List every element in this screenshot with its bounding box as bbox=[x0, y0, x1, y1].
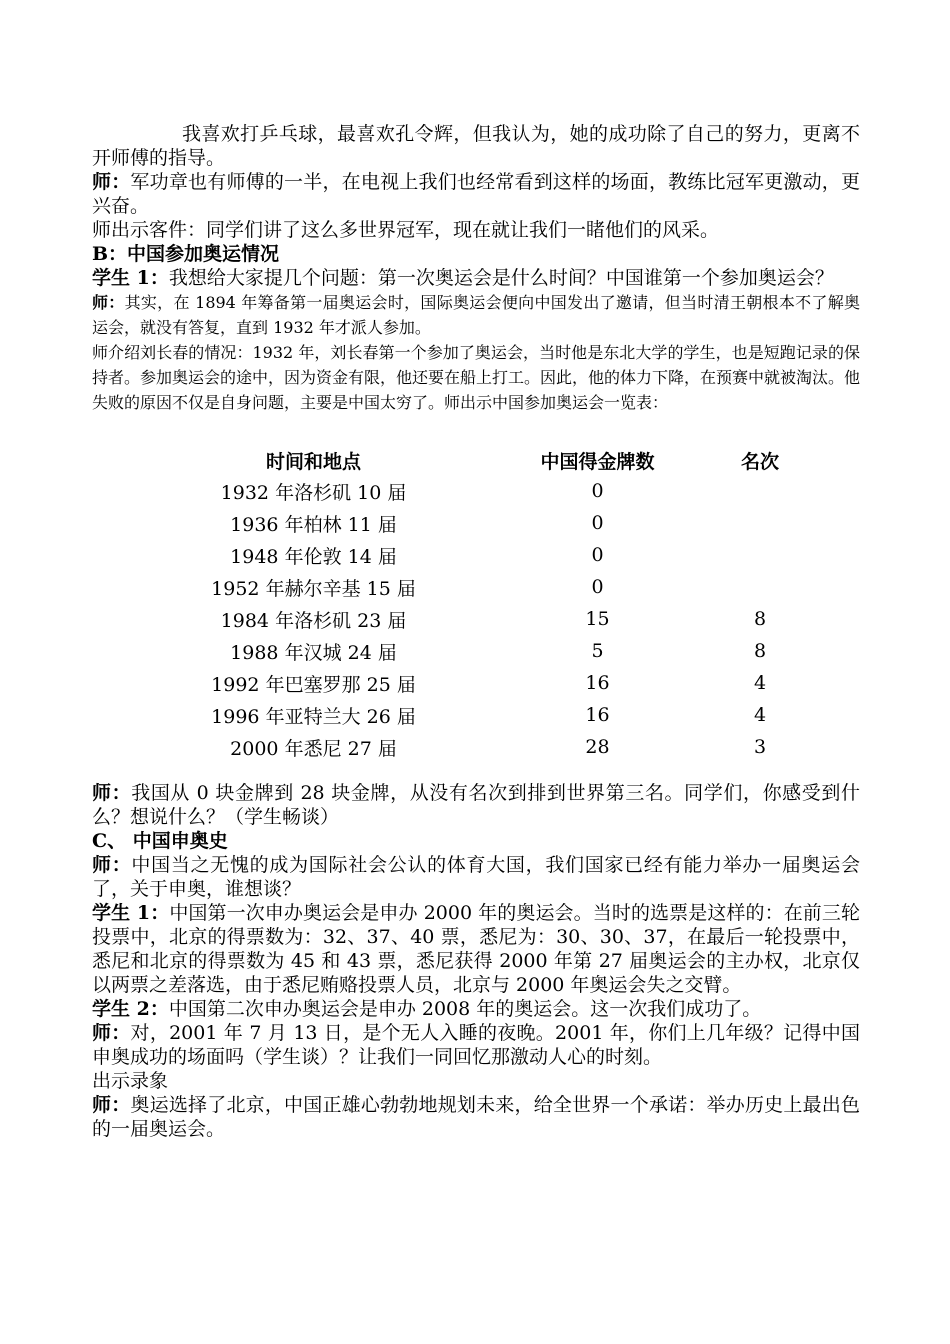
cell-rank bbox=[660, 507, 860, 539]
cell-rank bbox=[660, 475, 860, 507]
section-heading-c: C、 中国申奥史 bbox=[92, 830, 228, 852]
paragraph-text: 对，2001 年 7 月 13 日，是个无人入睡的夜晚。2001 年，你们上几年级？记得中国申奥成功的场面吗（学生谈）？让我们一同回忆那激动人心的时刻。 bbox=[92, 1022, 860, 1068]
document-page bbox=[92, 122, 860, 1141]
cell-gold-count: 0 bbox=[591, 512, 604, 534]
paragraph-teacher-2001 bbox=[92, 1021, 860, 1069]
paragraph-teacher-medal bbox=[92, 170, 860, 218]
cell-time-place: 1952 年赫尔辛基 15 届 bbox=[211, 577, 416, 600]
table-row bbox=[92, 475, 860, 507]
cell-time-place: 1996 年亚特兰大 26 届 bbox=[211, 705, 416, 728]
speaker-label: 学生 2： bbox=[92, 998, 169, 1020]
cell-rank: 3 bbox=[753, 736, 767, 758]
paragraph-text: 中国第二次申办奥运会是申办 2008 年的奥运会。这一次我们成功了。 bbox=[168, 998, 762, 1020]
paragraph-student-pingpong: 我喜欢打乒乓球，最喜欢孔令辉，但我认为，她的成功除了自己的努力，更离不开师傅的指导。 bbox=[92, 123, 860, 169]
paragraph-student2-bid2008 bbox=[92, 997, 860, 1021]
cell-gold-count: 0 bbox=[591, 480, 604, 502]
paragraph-teacher-bid bbox=[92, 853, 860, 901]
cell-gold-count: 28 bbox=[585, 736, 610, 758]
olympics-table bbox=[92, 445, 860, 763]
paragraph-liu-changchun: 师介绍刘长春的情况：1932 年，刘长春第一个参加了奥运会，当时他是东北大学的学生，也是短跑记录的保持者。参加奥运会的途中，因为资金有限，他还要在船上打工。因此，他的体力下降，在预赛中就被淘汰。他失败的原因不仅是自身问题，主要是中国太穷了。师出示中国参加奥运会一览表： bbox=[92, 343, 861, 412]
speaker-label: 师： bbox=[92, 171, 131, 193]
paragraph-text: 我想给大家提几个问题：第一次奥运会是什么时间？中国谁第一个参加奥运会？ bbox=[168, 267, 834, 289]
paragraph-text: 其实，在 1894 年筹备第一届奥运会时，国际奥运会便向中国发出了邀请，但当时清王朝根本不了解奥运会，就没有答复，直到 1932 年才派人参加。 bbox=[92, 293, 860, 337]
speaker-label: 师： bbox=[92, 854, 132, 876]
cell-time-place: 1936 年柏林 11 届 bbox=[230, 513, 397, 536]
speaker-label: 师： bbox=[92, 1022, 131, 1044]
paragraph-student1-bid2000 bbox=[92, 901, 860, 997]
table-row bbox=[92, 731, 860, 763]
cell-rank: 4 bbox=[753, 672, 767, 694]
table-header-row bbox=[92, 445, 860, 475]
section-heading-b: B：中国参加奥运情况 bbox=[92, 243, 280, 265]
cell-time-place: 1932 年洛杉矶 10 届 bbox=[220, 481, 407, 504]
cell-rank bbox=[660, 539, 860, 571]
cell-rank: 8 bbox=[753, 640, 767, 662]
paragraph-teacher-promise bbox=[92, 1093, 860, 1141]
cell-gold-count: 0 bbox=[591, 544, 604, 566]
header-rank: 名次 bbox=[740, 450, 779, 473]
speaker-label: 师： bbox=[92, 1094, 131, 1116]
cell-gold-count: 16 bbox=[585, 672, 610, 694]
cell-time-place: 1948 年伦敦 14 届 bbox=[230, 545, 397, 568]
paragraph-teacher-summary bbox=[92, 781, 860, 829]
table-row bbox=[92, 603, 860, 635]
table-row bbox=[92, 635, 860, 667]
header-gold-count: 中国得金牌数 bbox=[540, 450, 655, 473]
speaker-label: 学生 1： bbox=[92, 902, 170, 924]
table-row bbox=[92, 667, 860, 699]
speaker-label: 师： bbox=[92, 782, 132, 804]
cell-time-place: 2000 年悉尼 27 届 bbox=[230, 737, 397, 760]
paragraph-text: 我国从 0 块金牌到 28 块金牌，从没有名次到排到世界第三名。同学们，你感受到什么？想说什么？（学生畅谈） bbox=[92, 782, 860, 828]
table-row bbox=[92, 571, 860, 603]
cell-gold-count: 5 bbox=[591, 640, 604, 662]
cell-time-place: 1988 年汉城 24 届 bbox=[230, 641, 397, 664]
speaker-label: 师： bbox=[92, 293, 125, 312]
paragraph-teacher-1894 bbox=[92, 290, 860, 340]
cell-gold-count: 15 bbox=[585, 608, 610, 630]
cell-rank: 4 bbox=[753, 704, 767, 726]
cell-time-place: 1984 年洛杉矶 23 届 bbox=[220, 609, 407, 632]
paragraph-show-video: 出示录象 bbox=[92, 1070, 169, 1092]
paragraph-text: 奥运选择了北京，中国正雄心勃勃地规划未来，给全世界一个承诺：举办历史上最出色的一届奥运会。 bbox=[92, 1094, 860, 1140]
speaker-label: 学生 1： bbox=[92, 267, 169, 289]
paragraph-show-courseware: 师出示客件：同学们讲了这么多世界冠军，现在就让我们一睹他们的风采。 bbox=[92, 219, 720, 241]
table-row bbox=[92, 539, 860, 571]
cell-time-place: 1992 年巴塞罗那 25 届 bbox=[211, 673, 416, 696]
paragraph-text: 中国当之无愧的成为国际社会公认的体育大国，我们国家已经有能力举办一届奥运会了，关于申奥，谁想谈？ bbox=[92, 854, 860, 900]
table-row bbox=[92, 699, 860, 731]
paragraph-student1-question bbox=[92, 266, 860, 290]
cell-gold-count: 16 bbox=[585, 704, 610, 726]
paragraph-text: 军功章也有师傅的一半，在电视上我们也经常看到这样的场面，教练比冠军更激动，更兴奋。 bbox=[92, 171, 860, 217]
cell-rank bbox=[660, 571, 860, 603]
header-time-place: 时间和地点 bbox=[265, 450, 361, 473]
table-row bbox=[92, 507, 860, 539]
cell-rank: 8 bbox=[753, 608, 767, 630]
paragraph-text: 中国第一次申办奥运会是申办 2000 年的奥运会。当时的选票是这样的：在前三轮投票中，北京的得票数为：32、37、40 票，悉尼为：30、30、37，在最后一轮投票中，悉尼和北京的得票数为 45 和 43 票，悉尼获得 2000 年第 27 届奥运会的主办权，北京仅以两票之差落选，由于悉尼贿赂投票人员，北京与 2000 年奥运会失之交臂。 bbox=[92, 902, 860, 996]
cell-gold-count: 0 bbox=[591, 576, 604, 598]
